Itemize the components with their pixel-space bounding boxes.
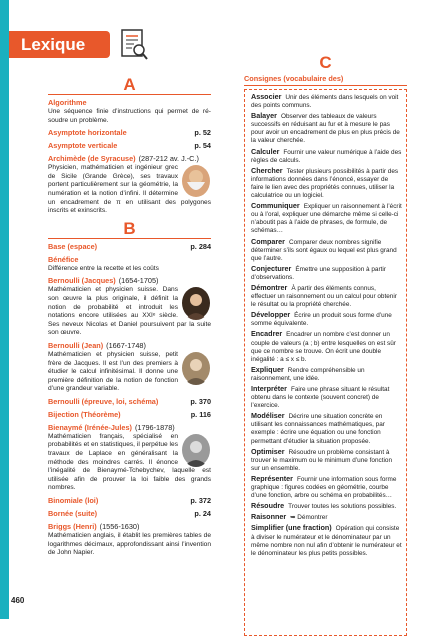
term-bernoulli-jacques: Bernoulli (Jacques) (1654-1705) [48, 276, 159, 286]
consigne-text: Observer des tableaux de valeurs successifs en réduisant au fur et à mesure le pas pour avoir un encadrement de plus en plus précis de la valeur cherchée. [251, 113, 400, 145]
consigne-verb: Balayer [251, 111, 277, 121]
dictionary-search-icon [119, 28, 149, 62]
portrait-bernoulli-jean [181, 351, 211, 385]
desc-bienayme: Mathématicien français, spécialisé en probabilités et en statistiques, il perpétue les travaux de Laplace en généralisant la méthode des moindres carrés. Il énonce l’inégalité de Bienaymé-Tchebychev, laquelle est utilisée afin de prouver la loi faible des grands nombres. [48, 432, 211, 492]
consigne-verb: Communiquer [251, 201, 300, 211]
term-asymptote-verticale: Asymptote verticale p. 54 [48, 141, 211, 151]
consigne-verb: Simplifier (une fraction) [251, 523, 332, 533]
consigne-verb: Raisonner [251, 512, 287, 522]
consigne-text: Rendre compréhensible un raisonnement, une idée. [251, 366, 365, 382]
term-base-espace: Base (espace) p. 284 [48, 241, 211, 251]
consignes-box [244, 89, 407, 636]
consigne-text: À partir des éléments connus, effectuer un raisonnement ou un calcul pour obtenir le résultat ou la propriété cherchée. [251, 284, 397, 309]
term-benefice: Bénéfice [48, 254, 79, 264]
consigne-text: Écrire un produit sous forme d’une somme équivalente. [251, 312, 392, 328]
consigne-item [251, 93, 402, 110]
consigne-verb: Encadrer [251, 329, 283, 339]
left-column [48, 76, 211, 558]
consigne-verb: Calculer [251, 146, 280, 156]
consigne-item [251, 265, 402, 282]
desc-bernoulli-jean: Mathématicien et physicien suisse, petit frère de Jacques. Il est l’un des premiers à étudier le calcul infinitésimal. Il donne une première définition de la notion de fonction d’une grandeur variable. [48, 351, 211, 394]
consigne-verb: Expliquer [251, 364, 284, 374]
consigne-verb: Interpréter [251, 384, 287, 393]
consigne-item [251, 311, 402, 328]
term-algorithme: Algorithme [48, 98, 87, 107]
consigne-item [251, 366, 402, 383]
desc-archimede: Physicien, mathématicien et ingénieur grec de Sicile (Grande Grèce), ses travaux portent particulièrement sur la géométrie, la numération et la notion d’infini. Il détermine un encadrement de π en utilisant des polygones inscrits et exinscrits. [48, 164, 211, 215]
consigne-item [251, 412, 402, 445]
term-bernoulli-jean: Bernoulli (Jean) (1667-1748) [48, 340, 146, 350]
page-number: 460 [11, 596, 25, 605]
consigne-verb: Optimiser [251, 446, 285, 456]
consigne-item [251, 448, 402, 473]
term-bornee: Bornée (suite) p. 24 [48, 509, 211, 519]
portrait-bienayme [181, 433, 211, 467]
consigne-text: Tester plusieurs possibilités à partir des informations données dans l’énoncé, essayer de faire le lien avec des propriétés connues, utiliser la calculatrice ou un logiciel. [251, 167, 399, 200]
consigne-text: Comparer deux nombres signifie déterminer s’ils sont égaux ou lequel est plus grand que l’autre. [251, 238, 397, 262]
consigne-item [251, 167, 402, 200]
term-binomiale: Binomiale (loi) p. 372 [48, 496, 211, 506]
consigne-item [251, 513, 402, 522]
consigne-verb: Développer [251, 310, 291, 320]
consigne-verb: Représenter [251, 473, 293, 483]
consigne-verb: Conjecturer [251, 263, 292, 273]
term-bienayme: Bienaymé (Irénée-Jules) (1796-1878) [48, 422, 175, 432]
term-asymptote-horizontale: Asymptote horizontale p. 52 [48, 128, 211, 138]
page-title: Lexique [9, 31, 110, 58]
term-bernoulli-epreuve: Bernoulli (épreuve, loi, schéma) p. 370 [48, 396, 211, 406]
consigne-verb: Démontrer [251, 282, 288, 292]
term-briggs: Briggs (Henri) (1556-1630) [48, 522, 140, 532]
consigne-item [251, 238, 402, 263]
left-color-bar [0, 0, 9, 619]
consigne-item [251, 385, 402, 410]
portrait-archimede [181, 164, 211, 198]
consigne-text: Fournir une valeur numérique à l’aide des règles de calculs. [251, 148, 402, 164]
consigne-text: Résoudre un problème consistant à trouver le maximum ou le minimum d’une fonction sur un ensemble. [251, 448, 393, 472]
consigne-item [251, 475, 402, 500]
consigne-text: Faire une phrase situant le résultat obtenu dans le contexte (souvent concret) de l’exercice. [251, 386, 390, 410]
consigne-item [251, 112, 402, 145]
consigne-verb: Chercher [251, 165, 283, 175]
consigne-text: Unir des éléments dans lesquels on voit des points communs. [251, 94, 399, 110]
consignes-subtitle: Consignes (vocabulaire des) [244, 72, 407, 86]
consigne-item [251, 330, 402, 363]
consigne-verb: Associer [251, 92, 282, 101]
consigne-item [251, 502, 402, 511]
consigne-item [251, 202, 402, 235]
consigne-text: Opération qui consiste à diviser le numérateur et le dénominateur par un même nombre non nul afin d’obtenir le numérateur et le dénominateur les plus petits possibles. [251, 525, 402, 557]
desc-benefice: Différence entre la recette et les coûts [48, 264, 159, 272]
desc-bernoulli-jacques: Mathématicien et physicien suisse. Dans son œuvre la plus originale, il définit la notion de probabilité et introduit les notations encore utilisées au XXIᵉ siècle. Ses neveux Nicolas et Daniel poursuivent par la suite son œuvre. [48, 286, 211, 337]
desc-algorithme: Une séquence finie d’instructions qui permet de résoudre un problème. [48, 108, 211, 124]
right-column [244, 54, 407, 636]
desc-briggs: Mathématicien anglais, il établit les premières tables de logarithmes décimaux, approfondissant ainsi l’invention de John Napier. [48, 532, 211, 557]
consigne-item [251, 148, 402, 165]
consigne-verb: Modéliser [251, 411, 285, 421]
consigne-text: Trouver toutes les solutions possibles. [288, 503, 397, 511]
section-letter-a: A [48, 76, 211, 95]
term-archimede: Archimède (de Syracuse) (287-212 av. J.-C.) [48, 154, 199, 164]
consigne-text: ➥ Démontrer [290, 514, 328, 522]
consigne-verb: Résoudre [251, 501, 285, 511]
consigne-verb: Comparer [251, 236, 285, 246]
consigne-text: Décrire une situation concrète en utilisant les connaissances mathématiques, par exemple : écrire une équation ou une fonction permettant d’étudier la situation proposée. [251, 413, 385, 445]
consigne-text: Expliquer un raisonnement à l’écrit ou à l’oral, expliquer une démarche même si celle-ci n’aboutit pas à l’aide de phrases, de formule, de schémas… [251, 203, 402, 235]
consigne-item [251, 524, 402, 557]
section-letter-c: C [319, 53, 332, 72]
term-bijection: Bijection (Théorème) p. 116 [48, 409, 211, 419]
consigne-item [251, 284, 402, 309]
portrait-bernoulli-jacques [181, 286, 211, 320]
consigne-text: Encadrer un nombre c’est donner un couple de valeurs (a ; b) entre lesquelles on est sûr que ce nombre se trouve. On écrit une double inégalité : a ≤ x ≤ b. [251, 331, 396, 363]
section-letter-b: B [48, 220, 211, 239]
consigne-text: Fournir une information sous forme graphique : figures codées en géométrie, courbe d’une fonction, arbre ou schéma en probabilités… [251, 475, 397, 500]
consigne-text: Émettre une supposition à partir d’observations. [251, 265, 386, 281]
